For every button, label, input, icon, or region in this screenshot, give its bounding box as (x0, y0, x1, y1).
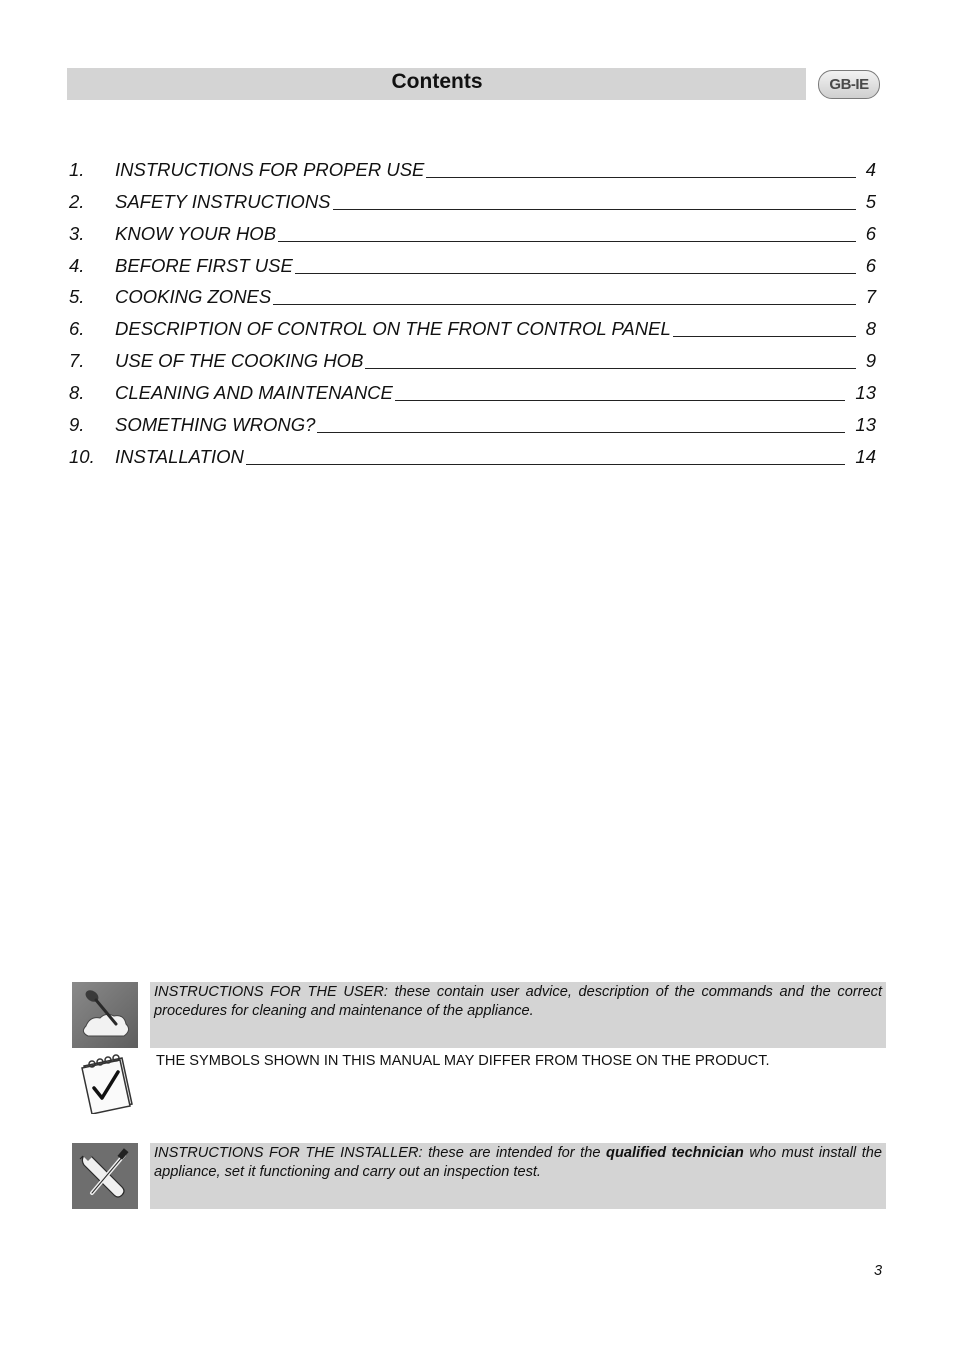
toc-item-number: 8. (69, 382, 85, 403)
toc-item-number: 10. (69, 446, 95, 467)
installer-note-text: INSTRUCTIONS FOR THE INSTALLER: these are intended for the (154, 1145, 607, 1161)
toc-item-label: COOKING ZONES (115, 286, 272, 307)
toc-item-number: 9. (69, 414, 85, 435)
toc-item[interactable] (0, 411, 954, 439)
installer-note-emphasis: qualified technician (606, 1145, 744, 1161)
toc-item-label: INSTALLATION (115, 446, 244, 467)
toc-item-number: 1. (69, 159, 85, 180)
toc-item[interactable] (0, 315, 954, 343)
toc-item[interactable] (0, 283, 954, 311)
toc-item-label: INSTRUCTIONS FOR PROPER USE (115, 159, 425, 180)
toc-item-page: 14 (855, 446, 876, 467)
language-badge: GB-IE (818, 70, 880, 99)
toc-item-page: 6 (865, 223, 876, 244)
title-divider (806, 68, 810, 100)
toc-item[interactable] (0, 188, 954, 216)
toc-item-page: 9 (865, 350, 876, 371)
toc-item-page: 6 (865, 255, 876, 276)
toc-item-page: 8 (865, 318, 876, 339)
toc-item-page: 13 (855, 414, 876, 435)
toc-item-label: SOMETHING WRONG? (115, 414, 316, 435)
title-bar (67, 68, 806, 100)
toc-leader-line (273, 304, 855, 305)
toc-item-number: 2. (69, 191, 85, 212)
toc-item-page: 7 (865, 286, 876, 307)
toc-leader-line (365, 368, 855, 369)
toc-leader-line (295, 273, 856, 274)
installer-note-text-end: who must install the appliance, set it functioning and carry out an inspection test. (154, 1145, 883, 1180)
toc-item-label: BEFORE FIRST USE (115, 255, 293, 276)
toc-leader-line (317, 432, 845, 433)
toc-item-number: 6. (69, 318, 85, 339)
toc-item[interactable] (0, 252, 954, 280)
toc-item-label: KNOW YOUR HOB (115, 223, 277, 244)
toc-item-label: DESCRIPTION OF CONTROL ON THE FRONT CONTROL PANEL (115, 318, 671, 339)
toc-item-page: 13 (855, 382, 876, 403)
toc-item-page: 5 (865, 191, 876, 212)
toc-item-number: 5. (69, 286, 85, 307)
page-title: Contents (391, 70, 483, 93)
toc-leader-line (278, 241, 856, 242)
page-number: 3 (874, 1263, 883, 1279)
toc-item[interactable] (0, 443, 954, 471)
symbols-note: THE SYMBOLS SHOWN IN THIS MANUAL MAY DIFFER FROM THOSE ON THE PRODUCT. (156, 1053, 770, 1069)
toc-leader-line (673, 336, 856, 337)
installer-instructions-note (150, 1143, 886, 1209)
toc-item[interactable] (0, 220, 954, 248)
wrench-screwdriver-icon (72, 1143, 138, 1209)
toc-item-number: 7. (69, 350, 85, 371)
toc-item-label: USE OF THE COOKING HOB (115, 350, 364, 371)
toc-item-label: SAFETY INSTRUCTIONS (115, 191, 331, 212)
toc-leader-line (426, 177, 855, 178)
toc-item-label: CLEANING AND MAINTENANCE (115, 382, 393, 403)
toc-item-page: 4 (865, 159, 876, 180)
toc-leader-line (246, 464, 846, 465)
toc-leader-line (395, 400, 846, 401)
notepad-check-icon (78, 1052, 140, 1114)
toc-item-number: 3. (69, 223, 85, 244)
chef-spoon-icon (72, 982, 138, 1048)
toc-item-number: 4. (69, 255, 85, 276)
toc-item[interactable] (0, 347, 954, 375)
toc-item[interactable] (0, 379, 954, 407)
toc-leader-line (333, 209, 856, 210)
toc-item[interactable] (0, 156, 954, 184)
user-instructions-note: INSTRUCTIONS FOR THE USER: these contain user advice, description of the commands and the correct procedures for cleaning and maintenance of the appliance. (150, 982, 886, 1048)
